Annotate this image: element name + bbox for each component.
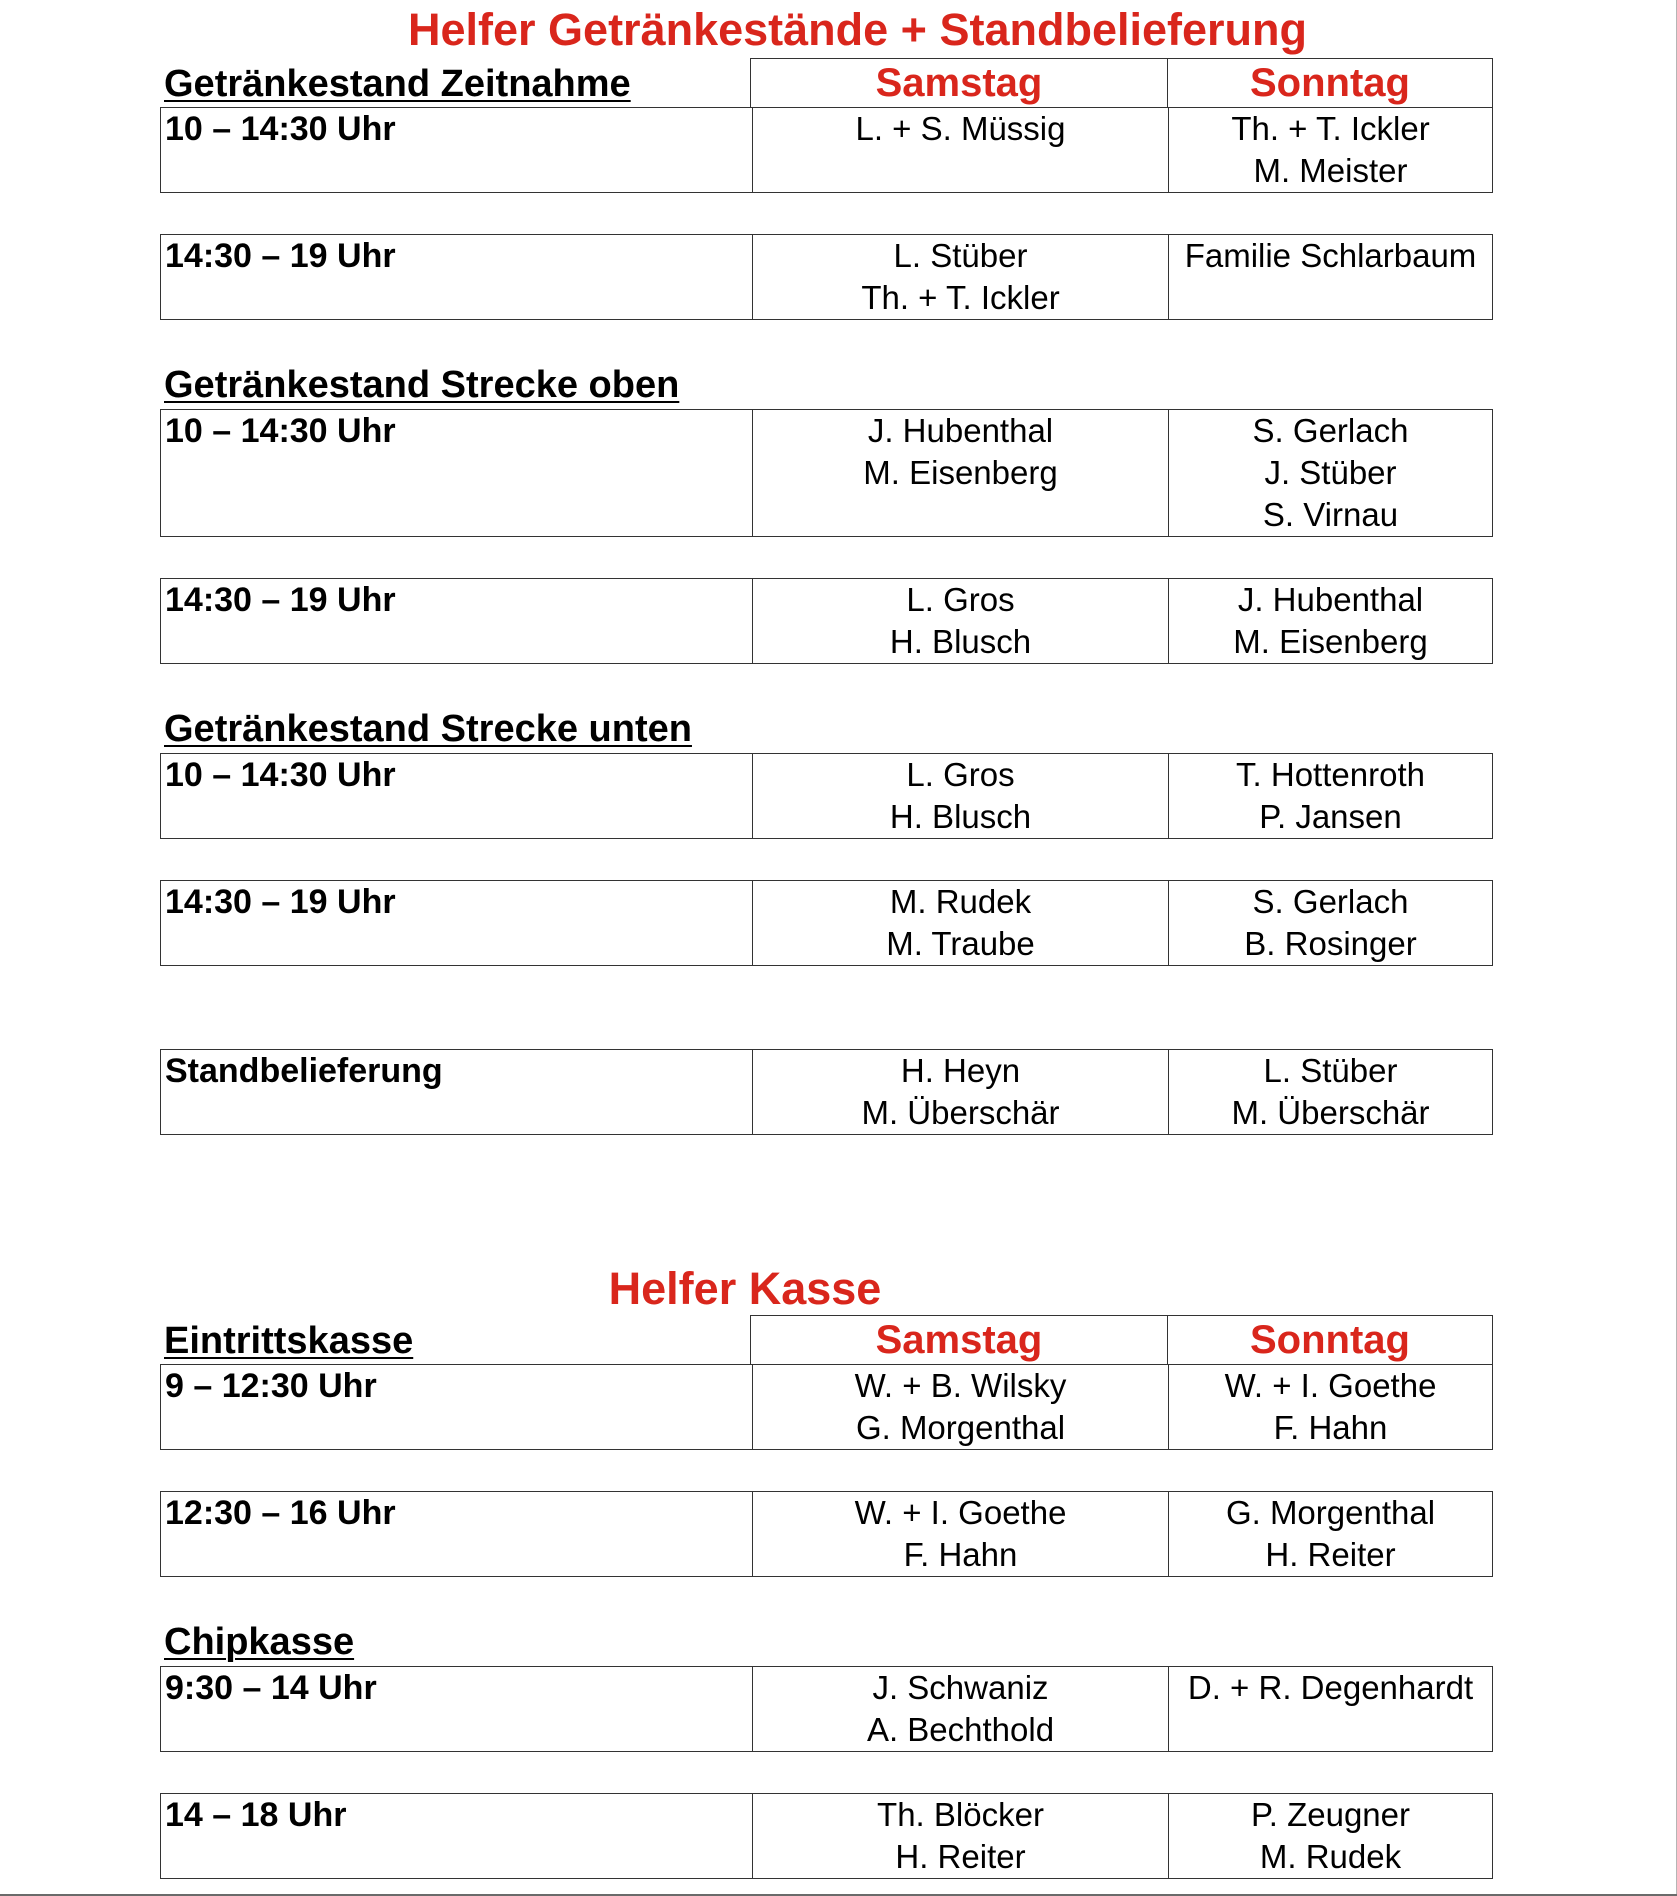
saturday-helper: H. Heyn — [900, 1052, 1021, 1089]
header-sonntag: Sonntag — [1167, 1316, 1492, 1365]
shift-row — [160, 409, 1493, 537]
sunday-helper: D. + R. Degenhardt — [1187, 1669, 1474, 1706]
saturday-helper: G. Morgenthal — [855, 1409, 1066, 1446]
saturday-helper: W. + I. Goethe — [854, 1494, 1067, 1531]
sunday-helper: W. + I. Goethe — [1224, 1367, 1437, 1404]
saturday-helper: L. Gros — [906, 756, 1015, 793]
sunday-helper: M. Überschär — [1231, 1094, 1430, 1131]
cash-title: Helfer Kasse — [608, 1263, 882, 1314]
sunday-helper: L. Stüber — [1263, 1052, 1398, 1089]
shift-row — [160, 1364, 1493, 1450]
header-sonntag: Sonntag — [1167, 59, 1492, 108]
saturday-helper: Th. Blöcker — [877, 1796, 1044, 1833]
shift-time: 9 – 12:30 Uhr — [165, 1367, 377, 1405]
sunday-helper: J. Hubenthal — [1237, 581, 1424, 618]
section-heading-strecke-unten: Getränkestand Strecke unten — [164, 708, 692, 750]
shift-time: 10 – 14:30 Uhr — [165, 756, 396, 794]
shift-time: 14:30 – 19 Uhr — [165, 581, 396, 619]
saturday-helper: H. Blusch — [889, 798, 1032, 835]
sunday-helper: F. Hahn — [1273, 1409, 1388, 1446]
shift-row — [160, 753, 1493, 839]
sunday-helper: G. Morgenthal — [1225, 1494, 1436, 1531]
saturday-helper: M. Traube — [886, 925, 1035, 962]
sunday-helper: M. Rudek — [1259, 1838, 1402, 1875]
cash-column-header — [750, 1315, 1493, 1365]
sunday-helper: S. Gerlach — [1252, 412, 1409, 449]
saturday-helper: W. + B. Wilsky — [854, 1367, 1067, 1404]
shift-time: 14:30 – 19 Uhr — [165, 237, 396, 275]
saturday-helper: L. + S. Müssig — [855, 110, 1066, 147]
sunday-helper: S. Gerlach — [1252, 883, 1409, 920]
sunday-helper: H. Reiter — [1265, 1536, 1396, 1573]
header-samstag: Samstag — [875, 1318, 1043, 1362]
saturday-helper: M. Eisenberg — [863, 454, 1058, 491]
saturday-helper: M. Überschär — [861, 1094, 1060, 1131]
saturday-helper: L. Stüber — [893, 237, 1028, 274]
section-heading-chipkasse: Chipkasse — [164, 1621, 355, 1663]
sunday-helper: M. Eisenberg — [1233, 623, 1428, 660]
delivery-label: Standbelieferung — [165, 1052, 443, 1090]
section-heading-zeitnahme: Getränkestand Zeitnahme — [164, 63, 631, 105]
saturday-helper: L. Gros — [906, 581, 1015, 618]
drinks-title: Helfer Getränkestände + Standbelieferung — [407, 4, 1307, 55]
sunday-helper: Th. + T. Ickler — [1231, 110, 1430, 147]
saturday-helper: J. Hubenthal — [867, 412, 1054, 449]
shift-row — [160, 234, 1493, 320]
header-samstag: Samstag — [875, 61, 1043, 105]
section-heading-strecke-oben: Getränkestand Strecke oben — [164, 364, 680, 406]
sunday-helper: Familie Schlarbaum — [1184, 237, 1477, 274]
saturday-helper: H. Blusch — [889, 623, 1032, 660]
drinks-column-header — [750, 58, 1493, 108]
shift-time: 14:30 – 19 Uhr — [165, 883, 396, 921]
shift-row — [160, 578, 1493, 664]
sunday-helper: J. Stüber — [1264, 454, 1397, 491]
sunday-helper: B. Rosinger — [1244, 925, 1417, 962]
shift-time: 14 – 18 Uhr — [165, 1796, 347, 1834]
sunday-helper: T. Hottenroth — [1236, 756, 1425, 793]
sunday-helper: M. Meister — [1253, 152, 1408, 189]
saturday-helper: M. Rudek — [889, 883, 1032, 920]
sunday-helper: P. Zeugner — [1250, 1796, 1410, 1833]
saturday-helper: H. Reiter — [895, 1838, 1026, 1875]
delivery-row — [160, 1049, 1493, 1135]
shift-row — [160, 1793, 1493, 1879]
saturday-helper: Th. + T. Ickler — [861, 279, 1060, 316]
shift-time: 10 – 14:30 Uhr — [165, 110, 396, 148]
shift-row — [160, 880, 1493, 966]
shift-time: 9:30 – 14 Uhr — [165, 1669, 377, 1707]
shift-row — [160, 1666, 1493, 1752]
shift-time: 10 – 14:30 Uhr — [165, 412, 396, 450]
saturday-helper: A. Bechthold — [866, 1711, 1055, 1748]
shift-time: 12:30 – 16 Uhr — [165, 1494, 396, 1532]
sunday-helper: P. Jansen — [1259, 798, 1402, 835]
shift-row — [160, 107, 1493, 193]
saturday-helper: F. Hahn — [903, 1536, 1018, 1573]
section-heading-eintrittskasse: Eintrittskasse — [164, 1320, 414, 1362]
saturday-helper: J. Schwaniz — [872, 1669, 1049, 1706]
shift-row — [160, 1491, 1493, 1577]
sunday-helper: S. Virnau — [1262, 496, 1399, 533]
